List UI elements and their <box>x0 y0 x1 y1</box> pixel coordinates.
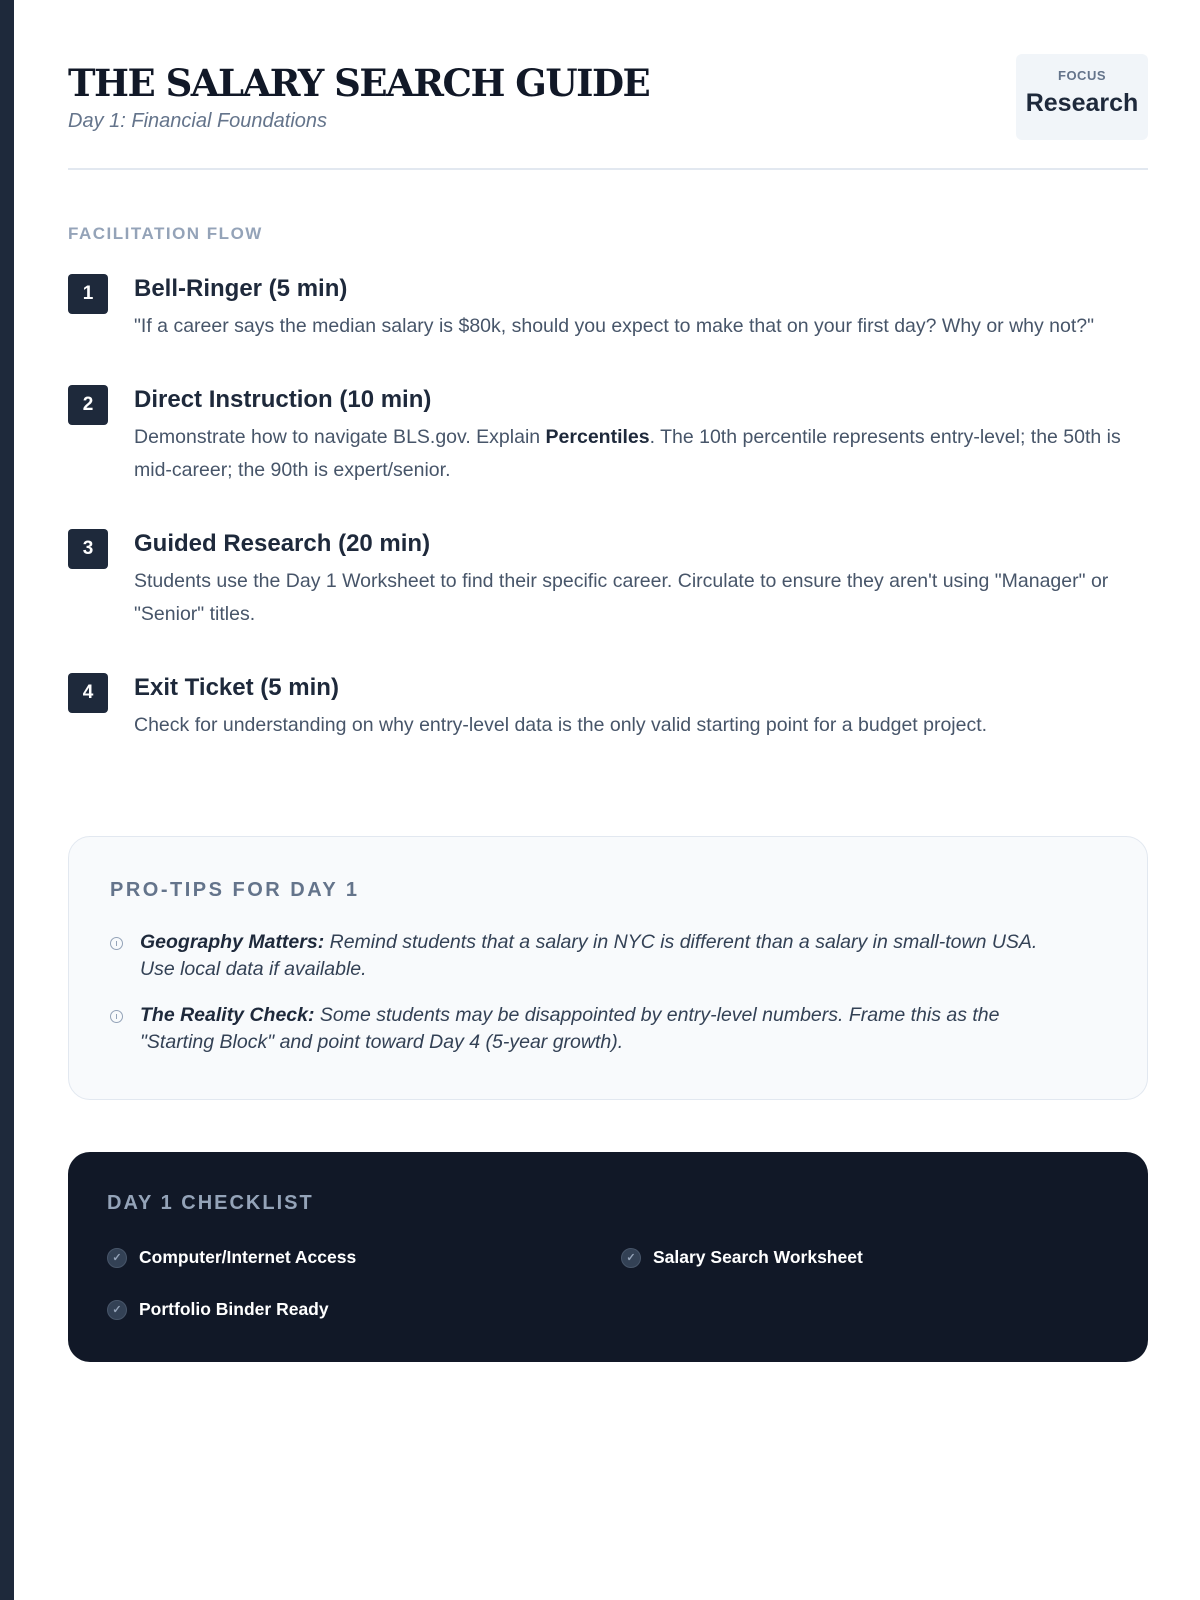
check-icon: ✓ <box>621 1248 641 1268</box>
pro-tip-lead: The Reality Check: <box>140 1004 315 1026</box>
checklist-item <box>107 1247 356 1268</box>
step-description <box>134 421 1148 487</box>
pro-tips-box <box>68 836 1148 1100</box>
focus-badge <box>1016 54 1148 140</box>
step-description-text: Demonstrate how to navigate BLS.gov. Explain <box>134 426 546 448</box>
step-title: Bell-Ringer (5 min) <box>134 275 348 302</box>
step-title: Exit Ticket (5 min) <box>134 674 339 701</box>
facilitation-flow <box>68 272 1148 782</box>
flow-step <box>68 527 1148 631</box>
step-number-badge: 2 <box>68 385 108 425</box>
pro-tips-heading: PRO-TIPS FOR DAY 1 <box>110 879 360 901</box>
step-number-badge: 4 <box>68 673 108 713</box>
checklist-item-label: Salary Search Worksheet <box>653 1247 863 1267</box>
step-description: "If a career says the median salary is $80k, should you expect to make that on your first day? Why or why not?" <box>134 315 1095 337</box>
checklist-heading: DAY 1 CHECKLIST <box>107 1192 314 1214</box>
pro-tip-body: Some students may be disappointed by entry-level numbers. Frame this as the "Starting Block" and point toward Day 4 (5-year growth). <box>140 1004 1000 1053</box>
checklist-item-label: Computer/Internet Access <box>139 1247 357 1267</box>
checklist-item <box>107 1299 329 1320</box>
flow-step <box>68 272 1148 343</box>
check-icon: ✓ <box>107 1300 127 1320</box>
step-number-badge: 3 <box>68 529 108 569</box>
step-description: Check for understanding on why entry-level data is the only valid starting point for a budget project. <box>134 714 988 736</box>
step-description-keyword: Percentiles <box>545 426 650 448</box>
step-number-badge: 1 <box>68 274 108 314</box>
pro-tip-lead: Geography Matters: <box>140 931 325 953</box>
step-title: Guided Research (20 min) <box>134 530 431 557</box>
focus-label: FOCUS <box>1058 68 1106 83</box>
info-icon <box>110 1010 123 1023</box>
info-icon <box>110 937 123 950</box>
flow-step <box>68 383 1148 487</box>
checklist-item <box>621 1247 863 1268</box>
pro-tip-item <box>110 1002 1070 1056</box>
pro-tip-item <box>110 929 1070 983</box>
page-subtitle: Day 1: Financial Foundations <box>68 110 328 132</box>
pro-tip-text <box>140 1002 1070 1056</box>
day-checklist-panel <box>68 1152 1148 1362</box>
checklist-item-label: Portfolio Binder Ready <box>139 1299 329 1319</box>
page-header <box>68 0 1148 170</box>
flow-step <box>68 671 1148 742</box>
left-accent-bar <box>0 0 14 1600</box>
check-icon: ✓ <box>107 1248 127 1268</box>
page-title: THE SALARY SEARCH GUIDE <box>68 61 650 105</box>
lesson-page <box>68 0 1148 1319</box>
pro-tip-body: Remind students that a salary in NYC is different than a salary in small-town USA. Use local data if available. <box>140 931 1038 980</box>
pro-tip-text <box>140 929 1070 983</box>
step-description-text: . The 10th percentile represents entry-level; the 50th is mid-career; the 90th is expert/senior. <box>134 426 1121 481</box>
focus-value: Research <box>1025 89 1139 117</box>
step-description: Students use the Day 1 Worksheet to find their specific career. Circulate to ensure they aren't using "Manager" or "Senior" titles. <box>134 570 1109 625</box>
facilitation-flow-heading: FACILITATION FLOW <box>68 224 263 243</box>
step-title: Direct Instruction (10 min) <box>134 386 432 413</box>
